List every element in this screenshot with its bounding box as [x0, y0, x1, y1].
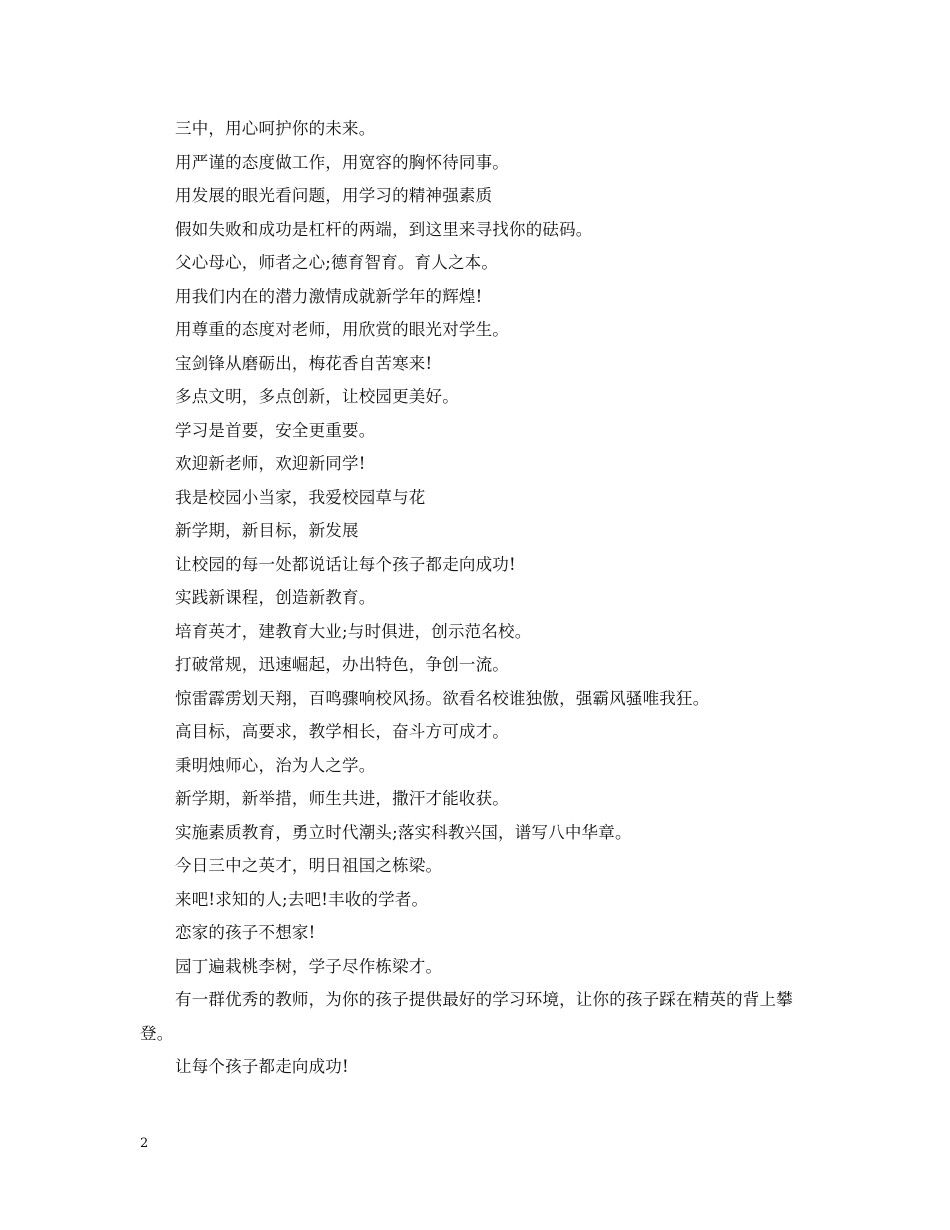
text-line: 用尊重的态度对老师，用欣赏的眼光对学生。 [175, 320, 509, 339]
text-line: 宝剑锋从磨砺出，梅花香自苦寒来! [175, 353, 433, 373]
text-line: 欢迎新老师，欢迎新同学! [175, 454, 366, 473]
text-line: 园丁遍栽桃李树，学子尽作栋梁才。 [175, 956, 443, 976]
text-line: 高目标，高要求，教学相长，奋斗方可成才。 [175, 722, 509, 741]
text-line: 今日三中之英才，明日祖国之栋梁。 [175, 856, 443, 875]
page-number: 2 [140, 1136, 149, 1151]
text-line: 实践新课程，创造新教育。 [175, 588, 376, 607]
text-line: 用我们内在的潜力激情成就新学年的辉煌! [175, 286, 483, 306]
text-line: 新学期，新目标，新发展 [175, 521, 359, 540]
text-line: 多点文明，多点创新，让校园更美好。 [175, 387, 459, 406]
text-line: 我是校园小当家，我爱校园草与花 [175, 487, 426, 507]
text-line: 假如失败和成功是杠杆的两端，到这里来寻找你的砝码。 [175, 219, 593, 239]
document-body [140, 112, 820, 1084]
text-line: 让每个孩子都走向成功! [175, 1057, 349, 1076]
text-line: 新学期，新举措，师生共进，撒汗才能收获。 [175, 789, 509, 808]
text-line: 秉明烛师心，治为人之学。 [175, 755, 376, 775]
text-line: 让校园的每一处都说话让每个孩子都走向成功! [175, 554, 516, 574]
text-paragraph: 有一群优秀的教师，为你的孩子提供最好的学习环境，让你的孩子踩在精英的背上攀登。 [140, 990, 793, 1043]
text-line: 打破常规，迅速崛起，办出特色，争创一流。 [175, 655, 509, 674]
text-line: 用严谨的态度做工作，用宽容的胸怀待同事。 [175, 152, 509, 172]
text-line: 惊雷霹雳划天翔，百鸣骤响校风扬。欲看名校谁独傲，强霸风骚唯我狂。 [175, 688, 710, 708]
text-line: 三中，用心呵护你的未来。 [175, 119, 376, 138]
text-line: 培育英才，建教育大业;与时俱进，创示范名校。 [175, 621, 532, 641]
text-line: 恋家的孩子不想家! [175, 923, 316, 942]
text-line: 学习是首要，安全更重要。 [175, 420, 376, 440]
text-line: 用发展的眼光看问题，用学习的精神强素质 [175, 186, 493, 205]
text-line: 父心母心，师者之心;德育智育。育人之本。 [175, 253, 499, 272]
text-line: 来吧!求知的人;去吧!丰收的学者。 [175, 889, 429, 909]
text-line: 实施素质教育，勇立时代潮头;落实科教兴国，谱写八中华章。 [175, 822, 632, 842]
